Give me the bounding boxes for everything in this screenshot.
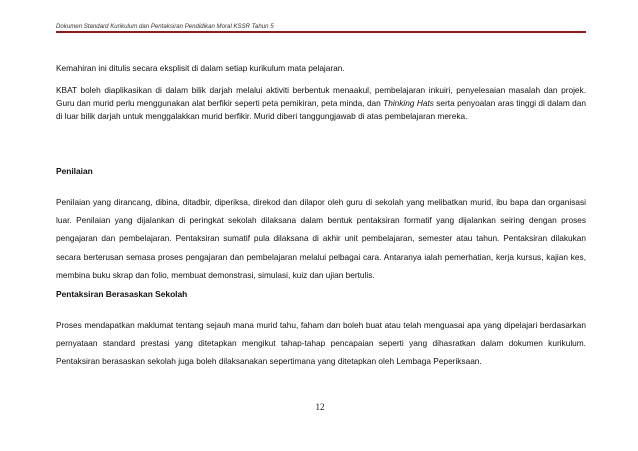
pbs-paragraph: Proses mendapatkan maklumat tentang sejauh mana murid tahu, faham dan boleh buat atau telah menguasai apa yang dipelajari berdasarkan pernyataan standard prestasi yang ditetapkan mengikut tahap-tahap pencapaian seperti yang dihasratkan dalam dokumen kurikulum. Pentaksiran berasaskan sekolah juga boleh dilaksanakan sepertimana yang ditetapkan oleh Lembaga Peperiksaan. (56, 320, 586, 367)
intro-paragraph: Kemahiran ini ditulis secara eksplisit di dalam setiap kurikulum mata pelajaran. (56, 63, 345, 73)
thinking-hats-term: Thinking Hats (383, 98, 434, 108)
page-number: 12 (315, 402, 325, 412)
penilaian-paragraph: Penilaian yang dirancang, dibina, ditadbir, diperiksa, direkod dan dilapor oleh guru di sekolah yang melibatkan murid, ibu bapa dan organisasi luar. Penilaian yang dijalankan di peringkat sekolah dilaksana dalam bentuk pentaksiran formatif yang dijalankan seiring dengan proses pengajaran dan pembelajaran. Pentaksiran sumatif pula dilaksana di akhir unit pembelajaran, semester atau tahun. Pentaksiran dilakukan secara berterusan semasa proses pengajaran dan pembelajaran melalui pelbagai cara. Antaranya ialah pemerhatian, kerja kursus, kajian kes, membina buku skrap dan folio, membuat demonstrasi, simulasi, kuiz dan ujian bertulis. (56, 197, 586, 280)
kbat-text-end: serta penyoalan aras tinggi di dalam dan di luar bilik darjah untuk menggalakkan murid berfikir. Murid diberi tanggungjawab di atas pembelajaran mereka. (56, 98, 586, 121)
running-header: Dokumen Standard Kurikulum dan Pentaksiran Pendidikan Moral KSSR Tahun 5 (56, 23, 274, 30)
penilaian-heading: Penilaian (56, 166, 93, 176)
kbat-text-start: KBAT boleh diaplikasikan di dalam bilik darjah melalui aktiviti berbentuk menaakul, pembelajaran inkuiri, penyelesaian masalah dan projek. Guru dan murid perlu menggunakan alat berfikir seperti peta pemikiran, peta minda, dan (56, 85, 586, 108)
pbs-heading: Pentaksiran Berasaskan Sekolah (56, 289, 188, 299)
header-rule (56, 31, 586, 33)
kbat-paragraph (56, 84, 586, 123)
